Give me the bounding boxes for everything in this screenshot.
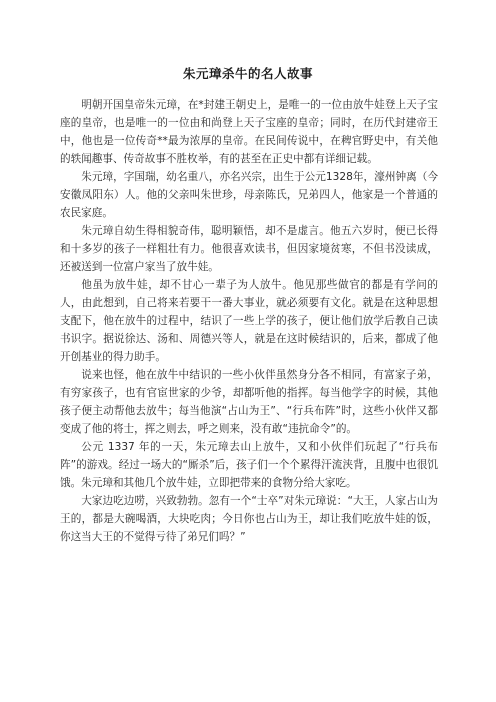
document-title: 朱元璋杀牛的名人故事 xyxy=(182,66,313,81)
paragraph: 他虽为放牛娃，却不甘心一辈子为人放牛。他见那些做官的都是有学问的人，由此想到，自己将来若要干一番大事业，就必须要有文化。就是在这种思想支配下，他在放牛的过程中，结识了一些上学的孩子，便让他们放学后教自己读书识字。据说徐达、汤和、周德兴等人，就是在这时候结识的，后来，都成了他开创基业的得力助手。 xyxy=(60,279,438,363)
paragraph: 朱元璋，字国瑞，幼名重八，亦名兴宗，出生于公元1328年，濠州钟离（今安徽凤阳东）人。他的父亲叫朱世珍，母亲陈氏，兄弟四人，他家是一个普通的农民家庭。 xyxy=(60,171,438,219)
paragraph: 大家边吃边唠，兴致勃勃。忽有一个“士卒”对朱元璋说：“大王，人家占山为王的，都是大碗喝酒，大块吃肉；今日你也占山为王，却让我们吃放牛娃的饭，你这当大王的不觉得亏待了弟兄们吗？” xyxy=(60,495,438,543)
paragraph: 明朝开国皇帝朱元璋，在*封建王朝史上，是唯一的一位由放牛娃登上天子宝座的皇帝，也是唯一的一位由和尚登上天子宝座的皇帝；同时，在历代封建帝王中，他也是一位传奇**最为浓厚的皇帝。在民间传说中，在稗官野史中，有关他的轶闻趣事、传奇故事不胜枚举，有的甚至在正史中都有详细记载。 xyxy=(60,99,438,165)
paragraph: 朱元璋自幼生得相貌奇伟，聪明颖悟，却不是虚言。他五六岁时，便已长得和十多岁的孩子一样粗壮有力。他很喜欢读书，但因家境贫寒，不但书没读成，还被送到一位富户家当了放牛娃。 xyxy=(60,225,438,273)
paragraph: 说来也怪，他在放牛中结识的一些小伙伴虽然身分各不相同，有富家子弟，有穷家孩子，也有官宦世家的少爷，却都听他的指挥。每当他学字的时候，其他孩子便主动帮他去放牛；每当他演“占山为王”、“行兵布阵”时，这些小伙伴又都变成了他的将士，挥之则去，呼之则来，没有敢“违抗命令”的。 xyxy=(60,369,438,435)
document-body xyxy=(60,96,438,546)
paragraph: 公元 1337 年的一天，朱元璋去山上放牛，又和小伙伴们玩起了“行兵布阵”的游戏。经过一场大的“厮杀”后，孩子们一个个累得汗流浃背，且腹中也很饥饿。朱元璋和其他几个放牛娃，立即把带来的食物分给大家吃。 xyxy=(60,441,438,489)
